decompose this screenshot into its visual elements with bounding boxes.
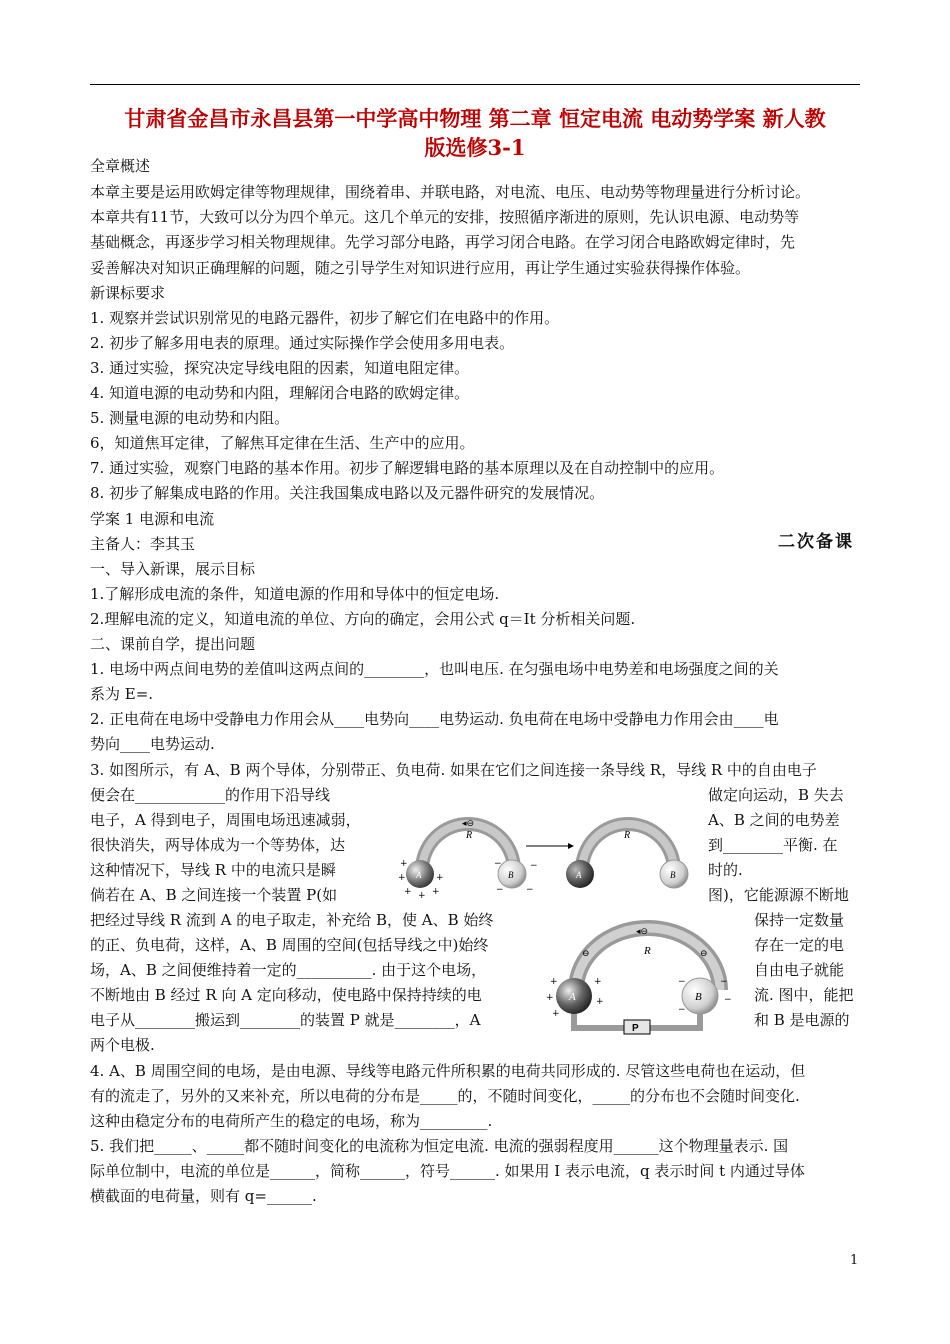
transition-arrow-head xyxy=(568,843,574,849)
minus-sign: − xyxy=(724,995,732,1005)
question-3-right: 存在一定的电 xyxy=(754,936,845,954)
question-5: 5. 我们把_____、_____都不随时间变化的电流称为恒定电流. 电流的强弱程度用______这个物理量表示. 国 xyxy=(90,1137,789,1155)
standards-item: 3. 通过实验，探究决定导线电阻的因素，知道电阻定律。 xyxy=(90,359,470,377)
standards-item: 2. 初步了解多用电表的原理。通过实际操作学会使用多用电表。 xyxy=(90,334,515,352)
label-b-2: B xyxy=(670,870,676,880)
plus-sign: + xyxy=(596,997,604,1007)
minus-sign: − xyxy=(496,885,504,895)
minus-sign: − xyxy=(494,859,502,869)
question-2: 2. 正电荷在电场中受静电力作用会从____电势向____电势运动. 负电荷在电场中受静电力作用会由____电 xyxy=(90,710,779,728)
plus-sign: + xyxy=(594,977,602,987)
question-3-left: 很快消失，两导体成为一个等势体，达 xyxy=(90,836,346,854)
question-3-left: 把经过导线 R 流到 A 的电子取走，补充给 B，使 A、B 始终 xyxy=(90,911,494,929)
standards-heading: 新课标要求 xyxy=(90,284,166,302)
question-3-left: 便会在____________的作用下沿导线 xyxy=(90,786,331,804)
lesson-title: 学案 1 电源和电流 xyxy=(90,510,215,528)
label-a-2: A xyxy=(576,870,582,880)
question-4: 这种由稳定分布的电荷所产生的稳定的电场，称为_________. xyxy=(90,1112,493,1130)
question-2: 势向____电势运动. xyxy=(90,735,215,753)
section-heading: 一、导入新课，展示目标 xyxy=(90,560,256,578)
question-1: 系为 E=. xyxy=(90,685,154,703)
standards-item: 5. 测量电源的电动势和内阻。 xyxy=(90,409,290,427)
section-heading: 二、课前自学，提出问题 xyxy=(90,635,256,653)
standards-item: 1. 观察并尝试识别常见的电路元器件，初步了解它们在电路中的作用。 xyxy=(90,309,560,327)
minus-sign: − xyxy=(720,977,728,987)
question-3-right: 保持一定数量 xyxy=(754,911,845,929)
document-title xyxy=(90,104,860,162)
question-3-left: 不断地由 B 经过 R 向 A 定向移动，使电路中保持持续的电 xyxy=(90,986,482,1004)
plus-sign: + xyxy=(436,873,444,883)
plus-sign: + xyxy=(418,891,426,901)
second-prep-label: 二次备课 xyxy=(778,532,854,552)
minus-sign: − xyxy=(678,1005,686,1015)
label-b: B xyxy=(508,870,514,880)
goal-item: 2.理解电流的定义，知道电流的单位、方向的确定，会用公式 q＝It 分析相关问题. xyxy=(90,610,636,628)
electron-arrow-label-2: ◂⊖ xyxy=(636,926,649,936)
figure-conductors-wire xyxy=(396,790,708,902)
question-3-left: 这种情况下，导线 R 中的电流只是瞬 xyxy=(90,861,336,879)
wire-lower-right xyxy=(650,1012,700,1028)
question-5: 际单位制中，电流的单位是______，简称______，符号______. 如果用 I 表示电流，q 表示时间 t 内通过导体 xyxy=(90,1162,805,1180)
plus-sign: + xyxy=(404,887,412,897)
overview-line: 本章共有11节，大致可以分为四个单元。这几个单元的安排，按照循序渐进的原则，先认识电源、电动势等 xyxy=(90,208,800,226)
minus-sign: − xyxy=(678,977,686,987)
question-5: 横截面的电荷量，则有 q=______. xyxy=(90,1187,317,1205)
question-3-right: 时的. xyxy=(708,861,743,879)
standards-item: 8. 初步了解集成电路的作用。关注我国集成电路以及元器件研究的发展情况。 xyxy=(90,484,605,502)
question-3-right: 自由电子就能 xyxy=(754,961,845,979)
question-3-left: 场，A、B 之间便维持着一定的__________. 由于这个电场， xyxy=(90,961,487,979)
plus-sign: + xyxy=(432,887,440,897)
title-line-1: 甘肃省金昌市永昌县第一中学高中物理 第二章 恒定电流 电动势学案 新人教 xyxy=(124,106,826,131)
overview-heading: 全章概述 xyxy=(90,157,151,175)
question-3-right: 图)，它能源源不断地 xyxy=(708,886,849,904)
question-3-left: 电子从________搬运到________的装置 P 就是________，A xyxy=(90,1011,481,1029)
minus-sign: − xyxy=(526,885,534,895)
standards-item: 6，知道焦耳定律，了解焦耳定律在生活、生产中的应用。 xyxy=(90,434,475,452)
plus-sign: + xyxy=(550,977,558,987)
overview-line: 本章主要是运用欧姆定律等物理规律，围绕着串、并联电路，对电流、电压、电动势等物理量进行分析讨论。 xyxy=(90,183,811,201)
title-line-2: 版选修3-1 xyxy=(424,135,526,160)
plus-sign: + xyxy=(398,873,406,883)
wire-lower-left xyxy=(574,1012,624,1028)
question-3-right: 到________平衡. 在 xyxy=(708,836,838,854)
label-p: P xyxy=(632,1023,639,1034)
question-4: 有的流走了，另外的又来补充，所以电荷的分布是_____的，不随时间变化，_____的分布也不会随时间变化. xyxy=(90,1087,800,1105)
preparer: 主备人：李其玉 xyxy=(90,535,196,553)
question-3-left: 电子，A 得到电子，周围电场迅速减弱， xyxy=(90,811,361,829)
standards-item: 7. 通过实验，观察门电路的基本作用。初步了解逻辑电路的基本原理以及在自动控制中的应用。 xyxy=(90,459,725,477)
electron-mark: ⊖ xyxy=(582,949,590,959)
question-1: 1. 电场中两点间电势的差值叫这两点间的________，也叫电压. 在匀强电场中电势差和电场强度之间的关 xyxy=(90,660,779,678)
electron-mark: ⊖ xyxy=(700,949,708,959)
standards-item: 4. 知道电源的电动势和内阻，理解闭合电路的欧姆定律。 xyxy=(90,384,470,402)
question-3-right: 和 B 是电源的 xyxy=(754,1011,850,1029)
overview-line: 妥善解决对知识正确理解的问题，随之引导学生对知识进行应用，再让学生通过实验获得操作体验。 xyxy=(90,259,751,277)
label-a: A xyxy=(416,870,422,880)
label-r: R xyxy=(466,830,473,841)
plus-sign: + xyxy=(552,1009,560,1019)
question-3-right: A、B 之间的电势差 xyxy=(708,811,840,829)
question-3-right: 流. 图中，能把 xyxy=(754,986,854,1004)
question-4: 4. A、B 周围空间的电场，是由电源、导线等电路元件所积累的电荷共同形成的. 尽管这些电荷也在运动，但 xyxy=(90,1062,806,1080)
label-a-3: A xyxy=(569,991,576,1003)
question-3-right: 做定向运动，B 失去 xyxy=(708,786,844,804)
electron-arrow-label: ◂⊖ xyxy=(462,818,475,828)
figure-power-source xyxy=(544,912,752,1036)
label-b-3: B xyxy=(695,991,702,1003)
page-number: 1 xyxy=(850,1253,859,1268)
plus-sign: + xyxy=(546,993,554,1003)
label-r-2: R xyxy=(624,830,631,841)
overview-line: 基础概念，再逐步学习相关物理规律。先学习部分电路，再学习闭合电路。在学习闭合电路欧姆定律时，先 xyxy=(90,233,796,251)
label-r-3: R xyxy=(644,945,651,957)
question-3-left: 的正、负电荷，这样，A、B 周围的空间(包括导线之中)始终 xyxy=(90,936,489,954)
minus-sign: − xyxy=(530,861,538,871)
plus-sign: + xyxy=(400,859,408,869)
goal-item: 1.了解形成电流的条件，知道电源的作用和导体中的恒定电场. xyxy=(90,585,500,603)
question-3-left: 两个电极. xyxy=(90,1036,155,1054)
header-rule xyxy=(90,84,860,85)
question-3: 3. 如图所示，有 A、B 两个导体，分别带正、负电荷. 如果在它们之间连接一条导线 R，导线 R 中的自由电子 xyxy=(90,761,817,779)
question-3-left: 倘若在 A、B 之间连接一个装置 P(如 xyxy=(90,886,338,904)
